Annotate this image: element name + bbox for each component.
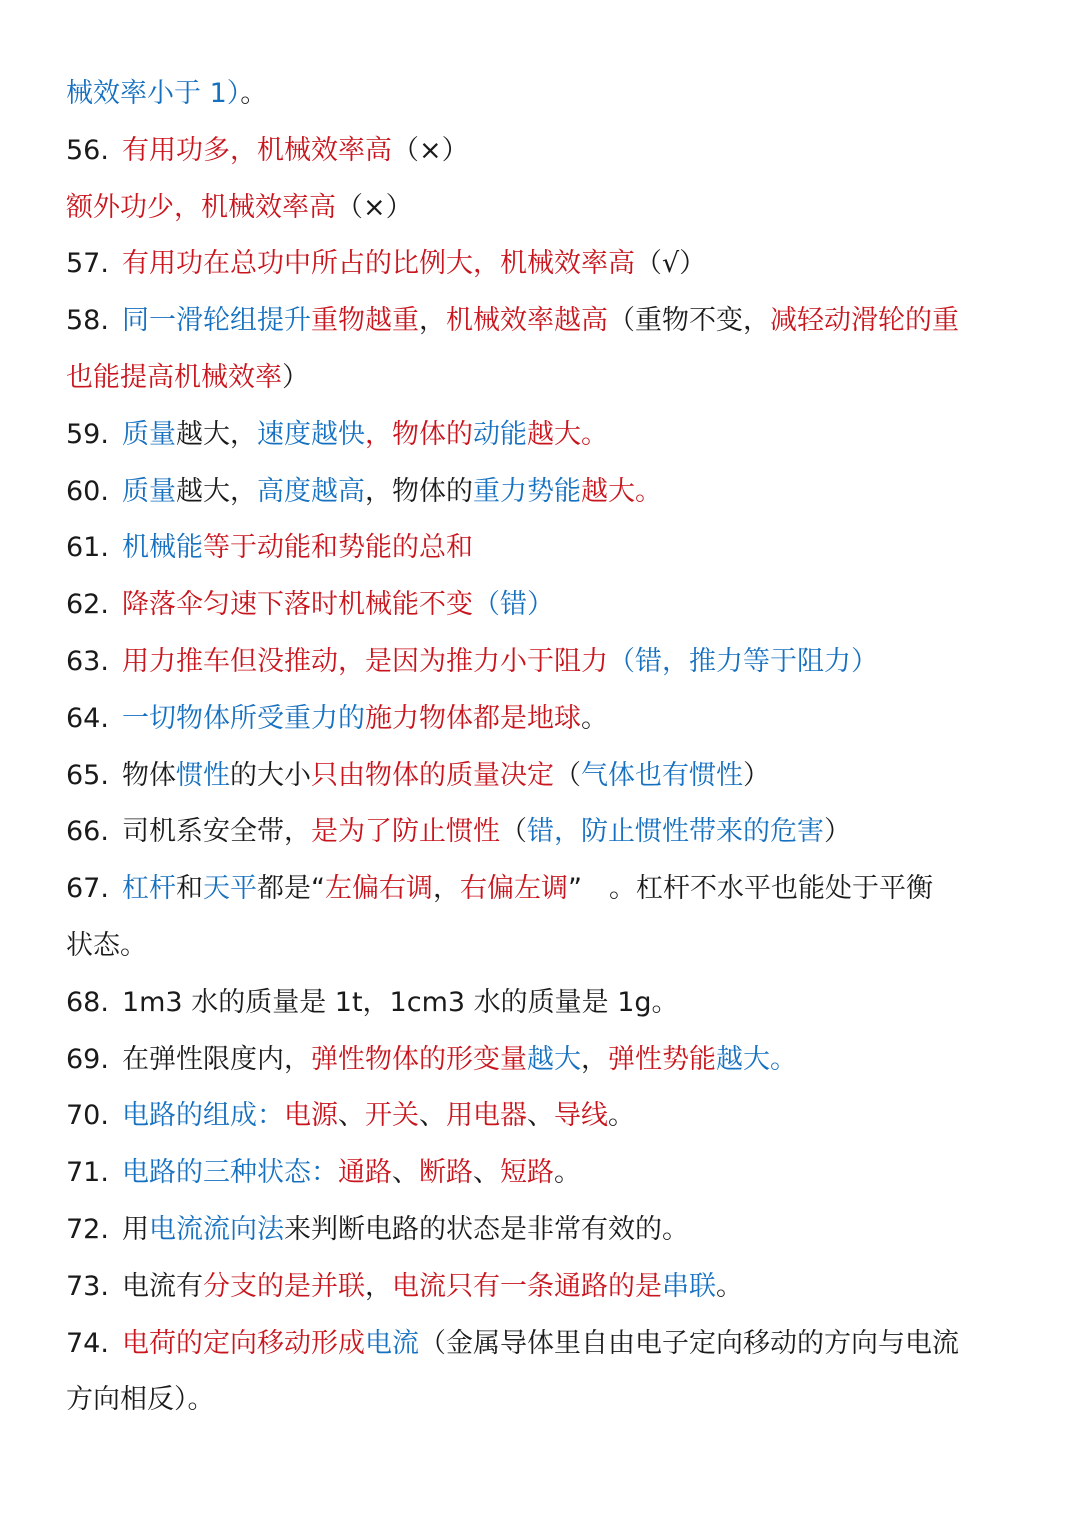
highlight-red-text: 有用功多，机械效率高: [121, 134, 392, 166]
item-number: 65.: [66, 759, 109, 791]
plain-text: （重物不变，: [607, 305, 770, 337]
highlight-blue-text: 一切物体所受重力的: [121, 702, 365, 734]
item-number: 69.: [66, 1043, 109, 1075]
plain-text: ）: [823, 816, 851, 848]
item-number: 73.: [66, 1270, 109, 1302]
highlight-red-text: 电流只有一条通路的是: [391, 1270, 662, 1302]
plain-text: （×）: [391, 134, 469, 166]
highlight-blue-text: 重力势能: [472, 475, 581, 507]
highlight-red-text: 左偏右调: [324, 873, 433, 905]
item-number: 64.: [66, 702, 109, 734]
highlight-blue-text: 天平: [202, 873, 257, 905]
highlight-red-text: 分支的是并联: [202, 1270, 365, 1302]
note-line: [66, 634, 1040, 691]
highlight-red-text: 有用功在总功中所占的比例大，机械效率高: [121, 248, 635, 280]
highlight-blue-text: 动能: [472, 418, 527, 450]
item-number: 56.: [66, 134, 109, 166]
plain-text: （: [499, 816, 527, 848]
note-line: [66, 293, 1040, 350]
highlight-red-text: 断路: [418, 1157, 473, 1189]
plain-text: 的大小: [229, 759, 311, 791]
highlight-blue-text: 质量: [121, 418, 176, 450]
item-number: 59.: [66, 418, 109, 450]
highlight-blue-text: 惯性: [175, 759, 230, 791]
highlight-red-text: 额外功少，机械效率高: [66, 191, 336, 223]
plain-text: 越大，: [175, 418, 257, 450]
highlight-red-text: 弹性物体的形变量: [310, 1043, 527, 1075]
plain-text: 物体: [121, 759, 176, 791]
note-line: [66, 918, 1040, 975]
note-line: [66, 691, 1040, 748]
highlight-blue-text: 同一滑轮组提升: [121, 305, 311, 337]
note-line: [66, 236, 1040, 293]
highlight-red-text: 降落伞匀速下落时机械能不变: [121, 589, 473, 621]
plain-text: 。: [553, 1157, 581, 1189]
highlight-red-text: 电荷的定向移动形成: [121, 1327, 365, 1359]
plain-text: 来判断电路的状态是非常有效的。: [283, 1213, 689, 1245]
item-number: 70.: [66, 1100, 109, 1132]
note-line: [66, 66, 1040, 123]
item-number: 66.: [66, 816, 109, 848]
highlight-blue-text: 电流流向法: [148, 1213, 284, 1245]
plain-text: 。: [607, 1100, 635, 1132]
plain-text: ，: [580, 1043, 608, 1075]
highlight-red-text: 导线: [553, 1100, 608, 1132]
highlight-red-text: 通路: [337, 1157, 392, 1189]
highlight-blue-text: 电路的组成：: [121, 1100, 284, 1132]
highlight-blue-text: （错）: [472, 589, 554, 621]
highlight-blue-text: 机械能: [121, 532, 203, 564]
highlight-red-text: 用电器: [445, 1100, 527, 1132]
note-line: [66, 1316, 1040, 1373]
highlight-blue-text: 质量: [121, 475, 176, 507]
note-line: [66, 464, 1040, 521]
highlight-red-text: 开关: [364, 1100, 419, 1132]
plain-text: 都是“: [256, 873, 325, 905]
note-line: [66, 1202, 1040, 1259]
note-line: [66, 1088, 1040, 1145]
plain-text: 。: [580, 702, 608, 734]
item-number: 74.: [66, 1327, 109, 1359]
highlight-red-text: 等于动能和势能的总和: [202, 532, 473, 564]
highlight-blue-text: 错，防止惯性带来的危害: [526, 816, 824, 848]
plain-text: 、: [526, 1100, 554, 1132]
item-number: 63.: [66, 645, 109, 677]
highlight-blue-text: 越大。: [715, 1043, 797, 1075]
highlight-blue-text: 气体也有惯性: [580, 759, 743, 791]
highlight-blue-text: （错，推力等于阻力）: [607, 645, 878, 677]
item-number: 57.: [66, 248, 109, 280]
plain-text: （: [553, 759, 581, 791]
item-number: 72.: [66, 1213, 109, 1245]
highlight-red-text: 电源: [283, 1100, 338, 1132]
plain-text: ）: [282, 361, 309, 393]
plain-text: 1m3 水的质量是 1t，1cm3 水的质量是 1g。: [121, 986, 679, 1018]
plain-text: 越大，: [175, 475, 257, 507]
note-line: [66, 1372, 1040, 1429]
plain-text: ，: [432, 873, 460, 905]
plain-text: ，: [364, 1270, 392, 1302]
plain-text: 在弹性限度内，: [121, 1043, 311, 1075]
note-line: [66, 1145, 1040, 1202]
plain-text: 、: [472, 1157, 500, 1189]
plain-text: 用: [121, 1213, 149, 1245]
highlight-red-text: 是为了防止惯性: [310, 816, 500, 848]
plain-text: 、: [337, 1100, 365, 1132]
highlight-blue-text: 电路的三种状态：: [121, 1157, 338, 1189]
highlight-red-text: 用力推车但没推动，是因为推力小于阻力: [121, 645, 608, 677]
item-number: 67.: [66, 873, 109, 905]
item-number: 60.: [66, 475, 109, 507]
plain-text: 电流有: [121, 1270, 203, 1302]
note-line: [66, 577, 1040, 634]
highlight-red-text: 重物越重: [310, 305, 419, 337]
plain-text: 和: [175, 873, 203, 905]
item-number: 58.: [66, 305, 109, 337]
highlight-blue-text: 越大: [526, 1043, 581, 1075]
highlight-red-text: 机械效率越高: [445, 305, 608, 337]
item-number: 68.: [66, 986, 109, 1018]
note-line: [66, 350, 1040, 407]
highlight-red-text: 施力物体都是地球: [364, 702, 581, 734]
note-line: [66, 804, 1040, 861]
note-line: [66, 975, 1040, 1032]
highlight-blue-text: 杠杆: [121, 873, 176, 905]
plain-text: 状态。: [66, 929, 147, 961]
note-line: [66, 748, 1040, 805]
item-number: 61.: [66, 532, 109, 564]
plain-text: 、: [391, 1157, 419, 1189]
highlight-blue-text: 电流: [364, 1327, 419, 1359]
highlight-red-text: 弹性势能: [607, 1043, 716, 1075]
highlight-red-text: 右偏左调: [459, 873, 568, 905]
highlight-red-text: ，物体的: [364, 418, 473, 450]
item-number: 62.: [66, 589, 109, 621]
plain-text: 。: [240, 78, 268, 109]
plain-text: ，物体的: [364, 475, 473, 507]
note-line: [66, 861, 1040, 918]
plain-text: 。: [715, 1270, 743, 1302]
note-line: [66, 123, 1040, 180]
plain-text: ” 。杠杆不水平也能处于平衡: [567, 873, 933, 905]
plain-text: 司机系安全带，: [121, 816, 311, 848]
highlight-red-text: 也能提高机械效率: [66, 361, 282, 393]
plain-text: ）: [742, 759, 770, 791]
highlight-red-text: 减轻动滑轮的重: [769, 305, 959, 337]
note-line: [66, 1032, 1040, 1089]
plain-text: ，: [418, 305, 446, 337]
highlight-blue-text: 高度越高: [256, 475, 365, 507]
highlight-red-text: 越大。: [526, 418, 608, 450]
note-line: [66, 1259, 1040, 1316]
highlight-red-text: 短路: [499, 1157, 554, 1189]
note-line: [66, 520, 1040, 577]
plain-text: （金属导体里自由电子定向移动的方向与电流: [418, 1327, 959, 1359]
highlight-red-text: 越大。: [580, 475, 662, 507]
note-line: [66, 180, 1040, 237]
plain-text: 、: [418, 1100, 446, 1132]
plain-text: （√）: [634, 248, 707, 280]
highlight-blue-text: 械效率小于 1）: [66, 78, 241, 109]
plain-text: （×）: [336, 191, 413, 223]
highlight-red-text: 只由物体的质量决定: [310, 759, 554, 791]
highlight-blue-text: 速度越快: [256, 418, 365, 450]
item-number: 71.: [66, 1157, 109, 1189]
plain-text: 方向相反）。: [66, 1384, 215, 1416]
highlight-blue-text: 串联: [661, 1270, 716, 1302]
note-line: [66, 407, 1040, 464]
notes-body: [66, 66, 1040, 1429]
